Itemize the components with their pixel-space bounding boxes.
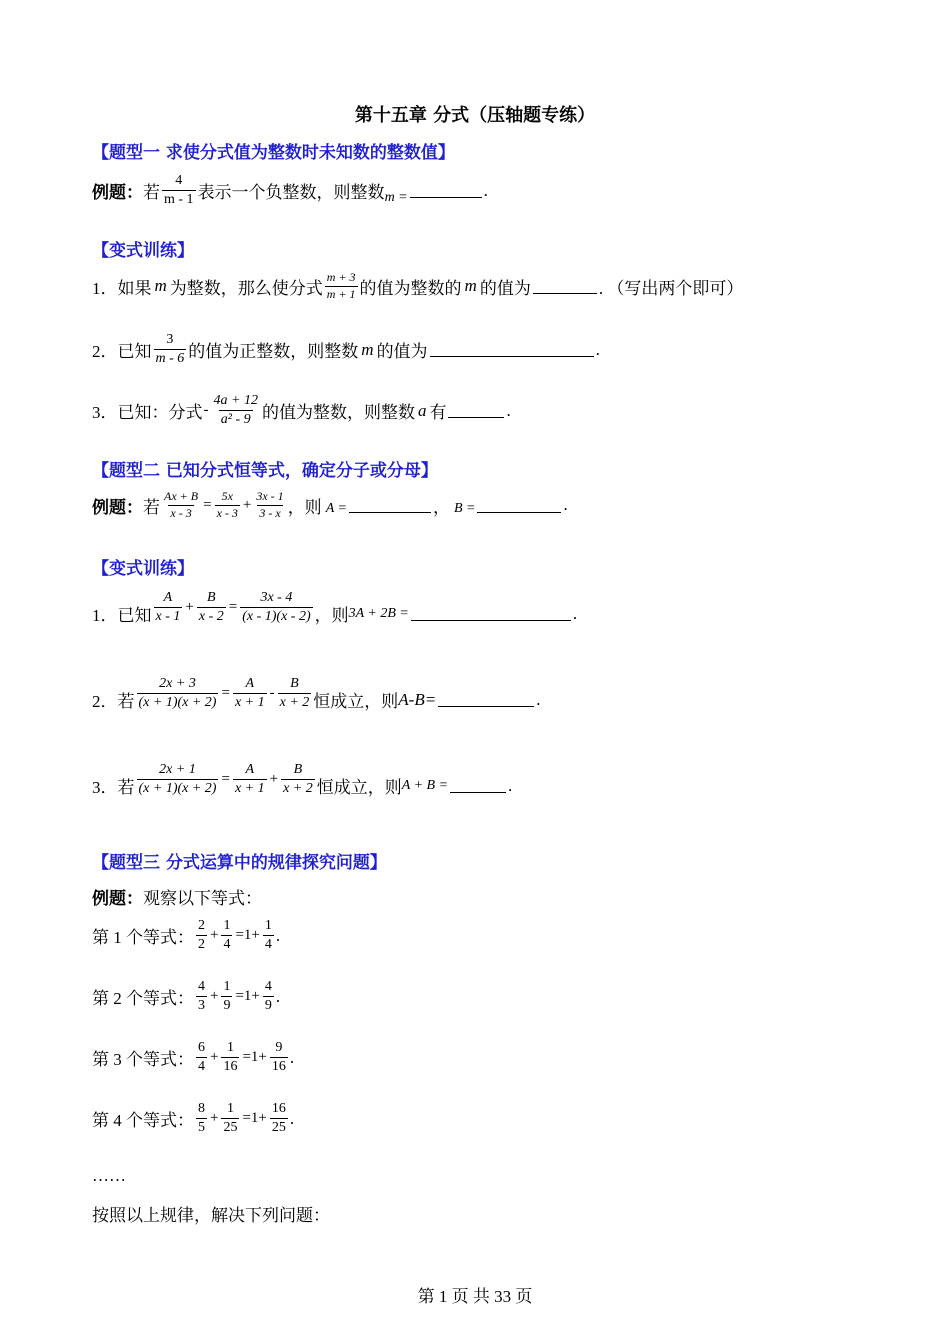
plus-sign: +: [210, 927, 219, 944]
text: 1．已知: [92, 606, 152, 625]
fraction: [215, 490, 240, 521]
answer-blank[interactable]: [448, 403, 504, 418]
fraction: [196, 1040, 207, 1075]
numerator: m + 3: [326, 270, 356, 284]
fraction: [196, 918, 207, 953]
numerator: Ax + B: [164, 489, 199, 503]
text: .: [483, 180, 488, 200]
minus-sign: -: [269, 685, 275, 701]
text: .: [595, 339, 600, 359]
fraction: [233, 762, 267, 797]
denominator: 16: [271, 1059, 286, 1075]
fraction: [162, 490, 200, 521]
drill-header: 【变式训练】: [92, 559, 194, 579]
equals-one: =1+: [235, 927, 260, 944]
fraction: [263, 979, 274, 1014]
text: .: [289, 1047, 295, 1067]
fraction: [270, 1040, 288, 1075]
fraction: [221, 1101, 239, 1136]
text: 有: [429, 403, 447, 423]
fraction: [137, 676, 219, 711]
denominator: 2: [198, 937, 205, 953]
denominator: 4: [198, 1059, 205, 1075]
denominator: 3 - x: [259, 505, 281, 520]
example-label: 例题：: [92, 889, 143, 909]
denominator: m - 6: [155, 351, 185, 367]
section-2-header: 【题型二 已知分式恒等式，确定分子或分母】: [92, 461, 438, 481]
numerator: 4: [264, 979, 272, 994]
numerator: 1: [223, 979, 231, 994]
text: 3．若: [92, 778, 135, 797]
variable: a: [417, 400, 427, 420]
text: 1．如果: [92, 278, 152, 298]
numerator: B: [293, 761, 303, 777]
denominator: 25: [271, 1120, 286, 1136]
denominator: x + 2: [279, 695, 310, 710]
section-1-header: 【题型一 求使分式值为整数时未知数的整数值】: [92, 143, 455, 163]
minus-sign: -: [203, 402, 209, 419]
text: 观察以下等式：: [143, 889, 262, 908]
denominator: 5: [198, 1120, 205, 1136]
text: 的值为整数的: [359, 278, 462, 298]
numerator: A: [163, 589, 173, 605]
variable: m: [361, 339, 374, 359]
plus-sign: +: [269, 771, 279, 787]
sec2-question-3: [92, 761, 512, 798]
answer-blank[interactable]: [450, 778, 506, 793]
fraction: [154, 332, 187, 367]
denominator: 9: [223, 998, 231, 1014]
example-label: 例题：: [92, 497, 143, 518]
fraction: [221, 979, 232, 1014]
text: 恒成立，则: [313, 692, 399, 711]
instruction-text: 按照以上规律，解决下列问题：: [92, 1206, 330, 1225]
text: .: [506, 400, 511, 420]
sec3-equation-2: [92, 979, 280, 1014]
denominator: m - 1: [164, 192, 194, 208]
page-title: 第十五章 分式（压轴题专练）: [354, 105, 596, 126]
equals-sign: =: [228, 599, 238, 615]
plus-sign: +: [210, 1110, 219, 1127]
section-3-header: 【题型三 分式运算中的规律探究问题】: [92, 853, 387, 873]
numerator: 1: [226, 1101, 234, 1116]
fraction: [196, 1101, 207, 1136]
numerator: B: [290, 675, 299, 691]
text: . （写出两个即可）: [598, 278, 744, 298]
numerator: 3: [166, 332, 174, 347]
numerator: A: [245, 761, 255, 777]
text: .: [508, 775, 513, 795]
numerator: A: [245, 675, 255, 691]
expression: A + B =: [401, 777, 449, 793]
text: .: [275, 986, 281, 1006]
denominator: 3: [198, 998, 205, 1014]
sec3-equation-1: [92, 918, 280, 953]
plus-sign: +: [242, 496, 252, 513]
page-footer: 第 1 页 共 33 页: [417, 1287, 533, 1306]
fraction: [270, 1101, 288, 1136]
variable: A =: [325, 501, 347, 517]
sec2-question-2: [92, 675, 540, 712]
sec1-question-2: [92, 332, 600, 367]
plus-sign: +: [185, 599, 194, 615]
variable: m =: [384, 189, 408, 205]
denominator: x - 1: [155, 609, 181, 624]
text: 2．若: [92, 692, 135, 711]
numerator: 3x - 1: [256, 489, 284, 503]
numerator: 4: [198, 979, 205, 994]
denominator: x + 2: [283, 781, 313, 796]
answer-blank[interactable]: [430, 342, 594, 357]
denominator: 9: [264, 998, 272, 1014]
sec1-example: [92, 173, 488, 208]
numerator: 1: [223, 918, 231, 933]
equals-sign: =: [221, 685, 230, 701]
equation-label: 第 2 个等式：: [92, 989, 194, 1009]
sec2-question-1: [92, 589, 577, 626]
fraction: [197, 590, 226, 625]
numerator: 2: [198, 918, 205, 933]
numerator: 1: [226, 1040, 234, 1055]
answer-blank[interactable]: [411, 606, 571, 621]
equals-sign: =: [203, 496, 212, 513]
text: 的值为: [376, 342, 428, 362]
equation-label: 第 4 个等式：: [92, 1111, 194, 1131]
text: .: [536, 689, 541, 709]
ellipsis: ……: [92, 1166, 126, 1185]
expression: 3A + 2B =: [348, 605, 409, 621]
fraction: [325, 271, 358, 302]
text: 的值为整数，则整数: [261, 403, 415, 423]
numerator: 5x: [221, 489, 233, 503]
answer-blank[interactable]: [533, 279, 597, 294]
variable: B =: [453, 501, 476, 517]
text: ，则: [287, 497, 322, 517]
numerator: 2x + 1: [159, 761, 196, 777]
fraction: [254, 490, 285, 521]
fraction: [212, 393, 260, 428]
denominator: x - 3: [170, 505, 192, 520]
denominator: a² - 9: [220, 412, 251, 428]
text: 若: [143, 183, 160, 203]
numerator: B: [207, 589, 216, 605]
equals-one: =1+: [242, 1110, 267, 1127]
denominator: (x + 1)(x + 2): [138, 781, 217, 796]
text: .: [563, 495, 568, 515]
text: 2．已知: [92, 342, 152, 362]
fraction: [154, 590, 183, 625]
denominator: 25: [223, 1120, 238, 1136]
fraction: [233, 676, 267, 711]
equals-one: =1+: [242, 1049, 267, 1066]
denominator: x - 2: [198, 609, 224, 624]
text: ，则: [314, 606, 349, 625]
denominator: (x - 1)(x - 2): [242, 609, 311, 624]
numerator: 1: [264, 918, 272, 933]
numerator: 8: [198, 1101, 205, 1116]
text: 恒成立，则: [316, 778, 402, 797]
text: .: [572, 603, 578, 623]
sec3-equation-4: [92, 1101, 294, 1136]
text: 的值为: [479, 278, 531, 298]
text: .: [275, 925, 281, 945]
denominator: x + 1: [234, 781, 265, 796]
answer-blank[interactable]: [477, 498, 561, 513]
text: .: [289, 1108, 295, 1128]
sec2-example: [92, 490, 568, 521]
numerator: 2x + 3: [159, 675, 196, 691]
denominator: x + 1: [234, 695, 265, 710]
fraction: [137, 762, 219, 797]
equation-label: 第 3 个等式：: [92, 1050, 194, 1070]
fraction: [221, 1040, 239, 1075]
variable: m: [154, 276, 167, 296]
equals-one: =1+: [235, 988, 260, 1005]
fraction: [196, 979, 207, 1014]
fraction: [263, 918, 274, 953]
equation-label: 第 1 个等式：: [92, 928, 194, 948]
answer-blank[interactable]: [438, 692, 534, 707]
denominator: x - 3: [216, 505, 238, 520]
numerator: 16: [271, 1101, 286, 1116]
numerator: 3x - 4: [260, 589, 293, 605]
plus-sign: +: [210, 1049, 219, 1066]
fraction: [162, 173, 196, 208]
numerator: 9: [275, 1040, 283, 1055]
denominator: m + 1: [326, 286, 356, 301]
denominator: 4: [264, 937, 272, 953]
drill-header: 【变式训练】: [92, 241, 194, 261]
denominator: 16: [223, 1059, 238, 1075]
answer-blank[interactable]: [410, 183, 482, 198]
sec3-example: [92, 884, 262, 909]
denominator: (x + 1)(x + 2): [138, 695, 217, 710]
equals-sign: =: [221, 771, 230, 787]
denominator: 4: [223, 937, 231, 953]
text: 为整数，那么使分式: [169, 278, 323, 298]
sec3-equation-3: [92, 1040, 294, 1075]
text: 的值为正整数，则整数: [188, 342, 359, 362]
fraction: [281, 762, 315, 797]
fraction: [221, 918, 232, 953]
variable: m: [464, 276, 477, 296]
expression: A-B=: [398, 689, 437, 709]
text: 3．已知：分式: [92, 403, 203, 423]
numerator: 4: [175, 173, 183, 188]
sec1-question-3: [92, 393, 511, 428]
fraction: [278, 676, 312, 711]
example-label: 例题：: [92, 183, 143, 204]
fraction: [240, 590, 312, 625]
text: 若: [143, 497, 160, 517]
text: ，: [432, 497, 450, 517]
sec1-question-1: [92, 271, 743, 302]
text: 表示一个负整数，则整数: [197, 183, 385, 203]
numerator: 6: [198, 1040, 205, 1055]
numerator: 4a + 12: [213, 393, 258, 408]
plus-sign: +: [210, 988, 219, 1005]
answer-blank[interactable]: [349, 498, 431, 513]
